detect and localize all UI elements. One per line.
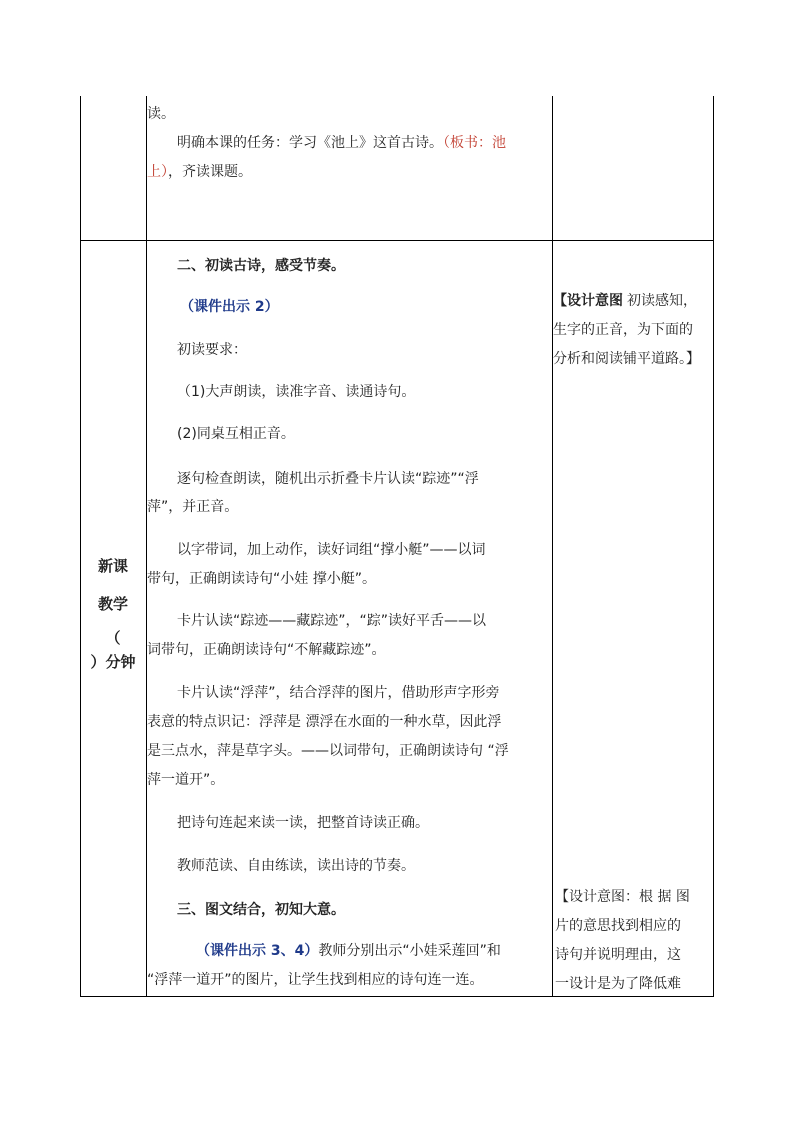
courseware-2-label: （课件出示 2）: [180, 299, 279, 315]
board-note-text: （板书：池: [443, 135, 506, 151]
paragraph-card-fuping-1: 卡片认读“浮萍”，结合浮萍的图片，借助形声字形旁: [177, 685, 500, 701]
lesson-task-text: 明确本课的任务：学习《池上》这首古诗。: [177, 135, 443, 151]
table-row-divider: [80, 240, 714, 241]
requirements-title: 初读要求：: [177, 342, 247, 358]
paragraph-check-reading-1: 逐句检查朗读，随机出示折叠卡片认读“踪迹”“浮: [177, 471, 479, 487]
design-note-1-text: 初读感知，: [627, 293, 697, 309]
picture-task-text-1: 教师分别出示“小娃采莲回”和: [318, 943, 501, 959]
design-note-2-line-2: 片的意思找到相应的: [555, 918, 681, 934]
picture-task-text-2: “浮萍一道开”的图片，让学生找到相应的诗句连一连。: [147, 972, 484, 988]
paragraph-card-fuping-3: 是三点水，萍是草字头。——以词带句，正确朗读诗句 “浮: [147, 743, 509, 759]
paragraph-connect-poem: 把诗句连起来读一读，把整首诗读正确。: [177, 815, 429, 831]
table-border-bottom: [80, 996, 714, 997]
design-note-1-line-1: [553, 291, 697, 311]
design-note-1-tag: 【设计意图: [553, 293, 623, 309]
courseware-3-4-line: [196, 941, 501, 961]
section-label-line-2: 教学: [97, 595, 128, 613]
lesson-task-line: [177, 133, 506, 153]
paragraph-card-fuping-4: 萍一道开”。: [147, 772, 225, 788]
paragraph-word-action-2: 带句，正确朗读诗句“小娃 撑小艇”。: [147, 571, 376, 587]
table-divider-2: [552, 96, 553, 997]
paragraph-card-zongji-1: 卡片认读“踪迹——藏踪迹”，“踪”读好平舌——以: [177, 613, 487, 629]
design-note-2-line-3: 诗句并说明理由，这: [555, 947, 681, 963]
board-note-end: 上）: [147, 164, 168, 180]
design-note-2-line-1: 【设计意图：根 据 图: [555, 889, 690, 905]
courseware-3-4-label: （课件出示 3、4）: [196, 943, 319, 959]
paragraph-card-fuping-2: 表意的特点识记：浮萍是 漂浮在水面的一种水草，因此浮: [147, 714, 502, 730]
section-label-line-3: （: [105, 629, 121, 647]
requirement-2: (2)同桌互相正音。: [177, 426, 295, 442]
section-label-line-4: ）分钟: [90, 653, 136, 671]
heading-picture-text: 三、图文结合，初知大意。: [177, 902, 345, 918]
read-title-text: ，齐读课题。: [168, 164, 252, 180]
paragraph-check-reading-2: 萍”，并正音。: [147, 499, 239, 515]
requirement-1: （1)大声朗读，读准字音、读通诗句。: [177, 384, 416, 400]
top-continuation-text: 读。: [147, 106, 175, 122]
paragraph-card-zongji-2: 词带句，正确朗读诗句“不解藏踪迹”。: [147, 642, 386, 658]
section-label-line-1: 新课: [97, 557, 128, 575]
design-note-1-line-3: 分析和阅读铺平道路。】: [553, 351, 700, 367]
design-note-1-line-2: 生字的正音，为下面的: [553, 322, 693, 338]
lesson-task-line-2: [147, 162, 252, 182]
heading-first-reading: 二、初读古诗，感受节奏。: [177, 258, 345, 274]
paragraph-teacher-reading: 教师范读、自由练读，读出诗的节奏。: [177, 858, 415, 874]
table-border-left: [80, 96, 81, 997]
table-divider-1: [146, 96, 147, 997]
design-note-2-line-4: 一设计是为了降低难: [555, 976, 681, 992]
paragraph-word-action-1: 以字带词，加上动作，读好词组“撑小艇”——以词: [177, 542, 486, 558]
table-border-right: [713, 96, 714, 997]
